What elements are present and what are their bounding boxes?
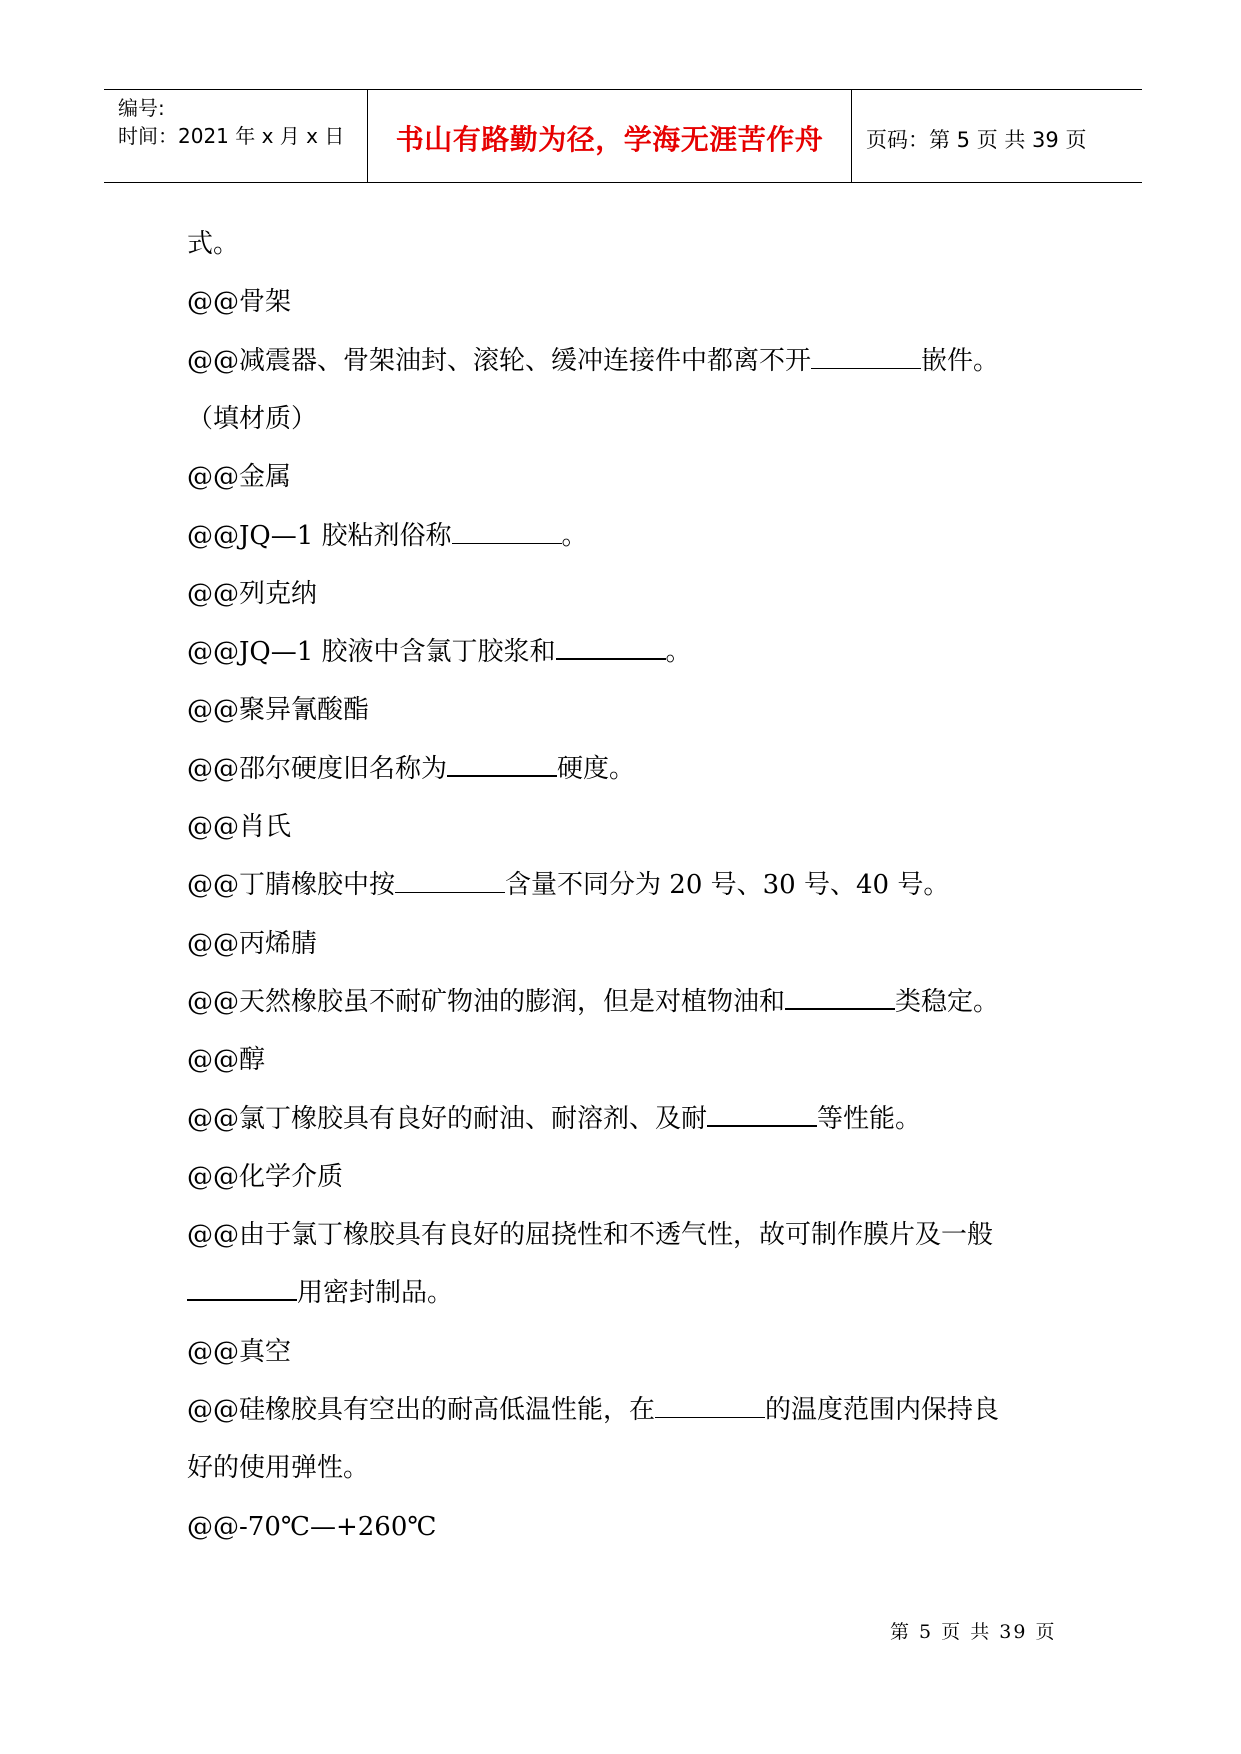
text-line [187, 1044, 265, 1076]
line-text: @@骨架 [187, 287, 292, 317]
line-text: @@丁腈橡胶中按 [187, 870, 396, 900]
line-text: 好的使用弹性。 [187, 1453, 370, 1483]
line-text-after-blank: 类稳定。 [895, 987, 1000, 1017]
line-text: @@由于氯丁橡胶具有良好的屈挠性和不透气性，故可制作膜片及一般 [187, 1220, 994, 1250]
fill-in-blank [707, 1103, 817, 1127]
motto: 书山有路勤为径，学海无涯苦作舟 [395, 123, 824, 156]
page-footer: 第 5 页 共 39 页 [890, 1621, 1057, 1643]
text-line [187, 986, 999, 1018]
line-text: @@硅橡胶具有空出的耐高低温性能，在 [187, 1395, 656, 1425]
text-line [187, 345, 999, 377]
text-line [187, 1511, 436, 1543]
fill-in-blank [785, 986, 895, 1010]
text-line [187, 928, 317, 960]
line-text: @@天然橡胶虽不耐矿物油的膨润，但是对植物油和 [187, 987, 786, 1017]
text-line [187, 228, 239, 260]
line-text: @@-70℃—+260℃ [187, 1512, 437, 1542]
line-text-after-blank: 。 [665, 637, 692, 667]
line-text-after-blank: 的温度范围内保持良 [765, 1395, 1000, 1425]
text-line [187, 1394, 999, 1426]
text-line [187, 578, 317, 610]
text-line [187, 403, 317, 435]
line-text: @@列克纳 [187, 579, 318, 609]
header-middle-cell [367, 90, 852, 182]
line-text-after-blank: 含量不同分为 20 号、30 号、40 号。 [505, 870, 950, 900]
fill-in-blank [556, 636, 666, 660]
header-left-cell [104, 90, 366, 182]
fill-in-blank [811, 346, 921, 369]
text-line [187, 286, 291, 318]
number-label: 编号: [118, 96, 165, 120]
text-line [187, 694, 369, 726]
line-text: @@聚异氰酸酯 [187, 695, 370, 725]
line-text: @@丙烯腈 [187, 929, 318, 959]
text-line [187, 1336, 291, 1368]
line-text: 式。 [187, 229, 240, 259]
text-line [187, 811, 291, 843]
line-text-after-blank: 用密封制品。 [297, 1278, 454, 1308]
line-text: @@醇 [187, 1045, 266, 1075]
line-text-after-blank: 硬度。 [557, 754, 636, 784]
text-line [187, 1452, 369, 1484]
line-text: @@肖氏 [187, 812, 292, 842]
fill-in-blank [187, 1277, 297, 1301]
text-line [187, 753, 635, 785]
line-text-after-blank: 嵌件。 [921, 346, 1000, 376]
text-line [187, 636, 692, 668]
text-line [187, 1103, 921, 1135]
line-text-after-blank: 等性能。 [817, 1104, 922, 1134]
page-number-label: 页码：第 5 页 共 39 页 [866, 128, 1087, 152]
line-text: （填材质） [187, 404, 318, 434]
time-label: 时间：2021 年 x 月 x 日 [118, 124, 345, 148]
text-line [187, 1161, 343, 1193]
fill-in-blank [655, 1395, 765, 1418]
text-line [187, 520, 588, 552]
fill-in-blank [452, 521, 562, 544]
text-line [187, 1277, 453, 1309]
line-text: @@JQ—1 胶液中含氯丁胶浆和 [187, 637, 556, 667]
text-line [187, 461, 291, 493]
text-line [187, 869, 949, 901]
line-text: @@邵尔硬度旧名称为 [187, 754, 448, 784]
header-right-cell [852, 90, 1142, 182]
line-text: @@化学介质 [187, 1162, 344, 1192]
line-text: @@JQ—1 胶粘剂俗称 [187, 521, 452, 551]
line-text-after-blank: 。 [561, 521, 588, 551]
line-text: @@真空 [187, 1337, 292, 1367]
fill-in-blank [395, 870, 505, 893]
text-line [187, 1219, 993, 1251]
line-text: @@金属 [187, 462, 292, 492]
page-header [104, 89, 1142, 183]
line-text: @@氯丁橡胶具有良好的耐油、耐溶剂、及耐 [187, 1104, 708, 1134]
fill-in-blank [447, 753, 557, 777]
line-text: @@减震器、骨架油封、滚轮、缓冲连接件中都离不开 [187, 346, 812, 376]
